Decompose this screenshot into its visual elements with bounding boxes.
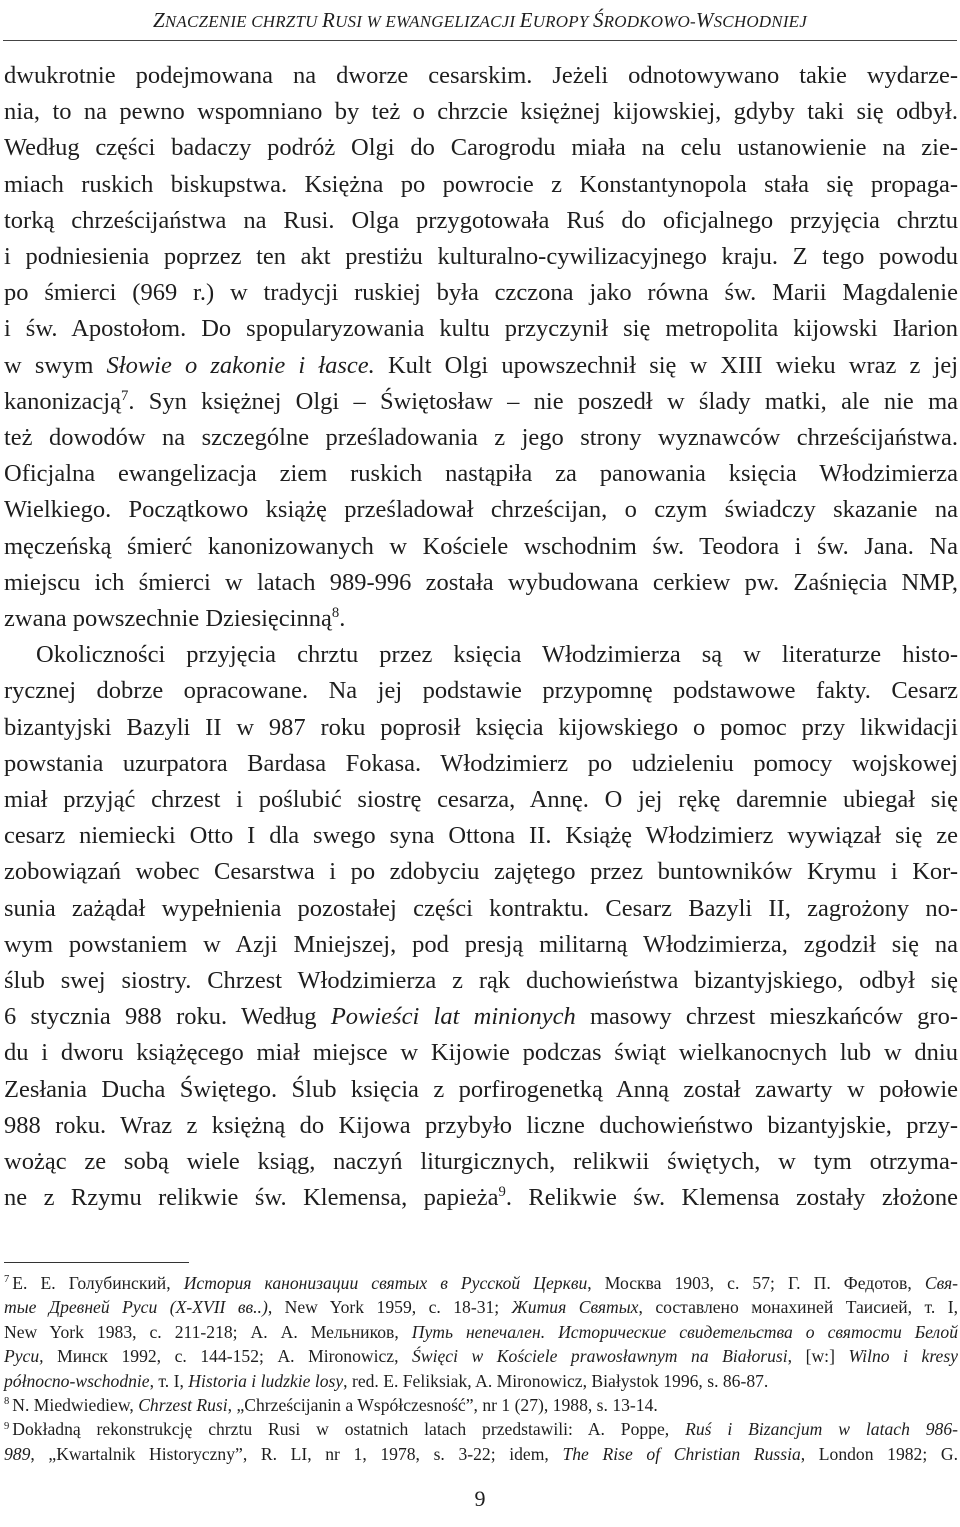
text-line: miach ruskich biskupstwa. Księżna po powrocie z Konstantynopola stała się propaga- [4, 170, 958, 198]
footnote-line: $^8$ N. Miedwiediew, Chrzest Rusi, „Chrześcijanin a Współczesność”, nr 1 (27), 1988, s. 13-14. [4, 1395, 658, 1416]
footnote-number: 9 [4, 1420, 10, 1432]
footnote-line: północno-wschodnie, т. I, Historia i ludzkie losy, red. E. Feliksiak, A. Mironowicz, Białystok 1996, s. 86-87. [4, 1370, 769, 1391]
text-line: powstania uzurpatora Bardasa Fokasa. Włodzimierz po udzieleniu pomocy wojskowej [4, 749, 958, 777]
text-line: i św. Apostołom. Do spopularyzowania kultu przyczynił się metropolita kijowski Iłarion [4, 315, 958, 343]
footnote-number: 7 [4, 1274, 10, 1286]
text-line: cesarz niemiecki Otto I dla swego syna Ottona II. Książę Włodzimierz wywiązał się ze [4, 822, 958, 850]
text-line: sunia zażądał wypełnienia pozostałej części kontraktu. Cesarz Bazyli II, zagrożony no- [4, 894, 958, 922]
text-line: po śmierci (969 r.) w tradycji ruskiej była czczona jako równa św. Marii Magdalenie [4, 279, 958, 307]
text-line: miał przyjąć chrzest i poślubić siostrę cesarza, Annę. O jej rękę daremnie ubiegał się [4, 786, 958, 814]
footnote-9 [4, 1417, 958, 1466]
header-part: EUROPY [519, 8, 593, 32]
italic-title: Powieści lat minionych [330, 1003, 576, 1031]
text-line: du i dworu książęcego miał miejsce w Kijowie podczas świąt wielkanocnych lub w dniu [4, 1039, 958, 1067]
footnote-line: Руси, Минск 1992, с. 144-152; A. Mironowicz, Święci w Kościele prawosławnym na Białorusi, [w:] Wilno i kresy [4, 1346, 958, 1367]
footnote-ref[interactable]: 8 [331, 604, 340, 621]
footnote-rule [4, 1262, 189, 1263]
text-line: i podniesienia poprzez ten akt prestiżu kulturalno-cywilizacyjnego kraju. Z tego powodu [4, 243, 958, 271]
text-line: 6 stycznia 988 roku. Według Powieści lat minionych masowy chrzest mieszkańców gro- [4, 1003, 959, 1031]
text-line: ślub swej siostry. Chrzest Włodzimierza z rąk duchowieństwa bizantyjskiego, odbył się [4, 967, 958, 995]
footnote-line: тые Древней Руси (X-XVII вв..), New York 1959, с. 18-31; Жития Святых, составлено монахиней Таисией, т. I, [4, 1297, 959, 1318]
footnote-8 [4, 1393, 958, 1417]
header-part: ŚRODKOWO- [592, 8, 696, 32]
running-header [0, 8, 960, 33]
footnote-line: 989, „Kwartalnik Historyczny”, R. LI, nr 1, 1978, s. 3-22; idem, The Rise of Christian Russia, London 1982; G. [4, 1443, 958, 1464]
text-line: kanonizacją$^7$. Syn księżnej Olgi – Świętosław – nie poszedł w ślady matki, ale nie ma [4, 387, 958, 415]
text-line: Wielkiego. Początkowo książę prześladował chrześcijan, o czym świadczy skazanie na [4, 496, 958, 524]
text-line: zobowiązań wobec Cesarstwa i po zdobyciu zajętego przez buntowników Krymu i Kor- [4, 858, 958, 886]
header-rule [3, 40, 957, 41]
header-part: WSCHODNIEJ [695, 8, 808, 32]
text-line: nia, to na pewno wspomniano by też o chrzcie księżnej kijowskiej, gdyby taki się odbył. [4, 98, 958, 126]
paragraph [4, 58, 958, 637]
text-line: zwana powszechnie Dziesięcinną$^8$. [4, 604, 346, 633]
text-line: Okoliczności przyjęcia chrztu przez księcia Włodzimierza są w literaturze histo- [36, 641, 958, 669]
text-line: też dowodów na szczególne prześladowania z jego strony wyznawców chrześcijaństwa. [4, 424, 958, 452]
italic-title: Słowie o zakonie i łasce. [106, 351, 375, 379]
header-part: RUSI W EWANGELIZACJI [322, 8, 520, 32]
paragraph [4, 637, 958, 1216]
text-line: ne z Rzymu relikwie św. Klemensa, papieża$^9$. Relikwie św. Klemensa zostały złożone [4, 1184, 958, 1212]
text-line: rycznej dobrze opracowane. Na jej podstawie przypomnę podstawowe fakty. Cesarz [4, 677, 958, 705]
text-line: męczeńską śmierć kanonizowanych w Kościele wschodnim św. Teodora i św. Jana. Na [4, 532, 958, 560]
body-text [4, 58, 958, 1217]
page-number: 9 [474, 1486, 486, 1511]
footnote-number: 8 [4, 1396, 10, 1408]
footnote-line: $^7$ Е. Е. Голубинский, История канонизации святых в Русской Церкви, Москва 1903, с. 57; Г. П. Федотов, Свя- [4, 1273, 959, 1293]
text-line: Według części badaczy podróż Olgi do Carogrodu miała na celu ustanowienie na zie- [4, 134, 958, 162]
footnote-line: $^9$ Dokładną rekonstrukcję chrztu Rusi w ostatnich latach przedstawili: A. Poppe, Ruś i Bizancjum w latach 986- [4, 1419, 958, 1440]
text-line: dwukrotnie podejmowana na dworze cesarskim. Jeżeli odnotowywano takie wydarze- [4, 62, 958, 89]
footnote-ref[interactable]: 9 [498, 1184, 506, 1201]
text-line: miejscu ich śmierci w latach 989-996 została wybudowana cerkiew pw. Zaśnięcia NMP, [4, 568, 958, 596]
header-part: ZNACZENIE CHRZTU [152, 8, 323, 32]
text-line: torką chrześcijaństwa na Rusi. Olga przygotowała Ruś do oficjalnego przyjęcia chrztu [4, 206, 958, 234]
text-line: Zesłania Ducha Świętego. Ślub księcia z porfirogenetką Anną został zawarty w połowie [4, 1075, 958, 1103]
footnote-line: New York 1983, с. 211-218; А. А. Мельников, Путь непечален. Исторические свидетельства о святости Белой [4, 1321, 958, 1342]
text-line: Oficjalna ewangelizacja ziem ruskich nastąpiła za panowania księcia Włodzimierza [4, 460, 958, 488]
text-line: wym powstaniem w Azji Mniejszej, pod presją militarną Włodzimierza, zgodził się na [4, 930, 958, 958]
text-line: bizantyjski Bazyli II w 987 roku poprosił księcia kijowskiego o pomoc przy likwidacji [4, 713, 958, 741]
text-line: wożąc ze sobą wiele ksiąg, naczyń liturgicznych, relikwii świętych, w tym otrzyma- [4, 1148, 958, 1176]
footnotes [4, 1271, 958, 1466]
footnote-7 [4, 1271, 958, 1393]
text-line: w swym Słowie o zakonie i łasce. Kult Olgi upowszechnił się w XIII wieku wraz z jej [4, 351, 959, 379]
footnote-ref[interactable]: 7 [121, 387, 129, 404]
text-line: 988 roku. Wraz z księżną do Kijowa przybyło liczne duchowieństwo bizantyjskie, przy- [4, 1111, 958, 1139]
